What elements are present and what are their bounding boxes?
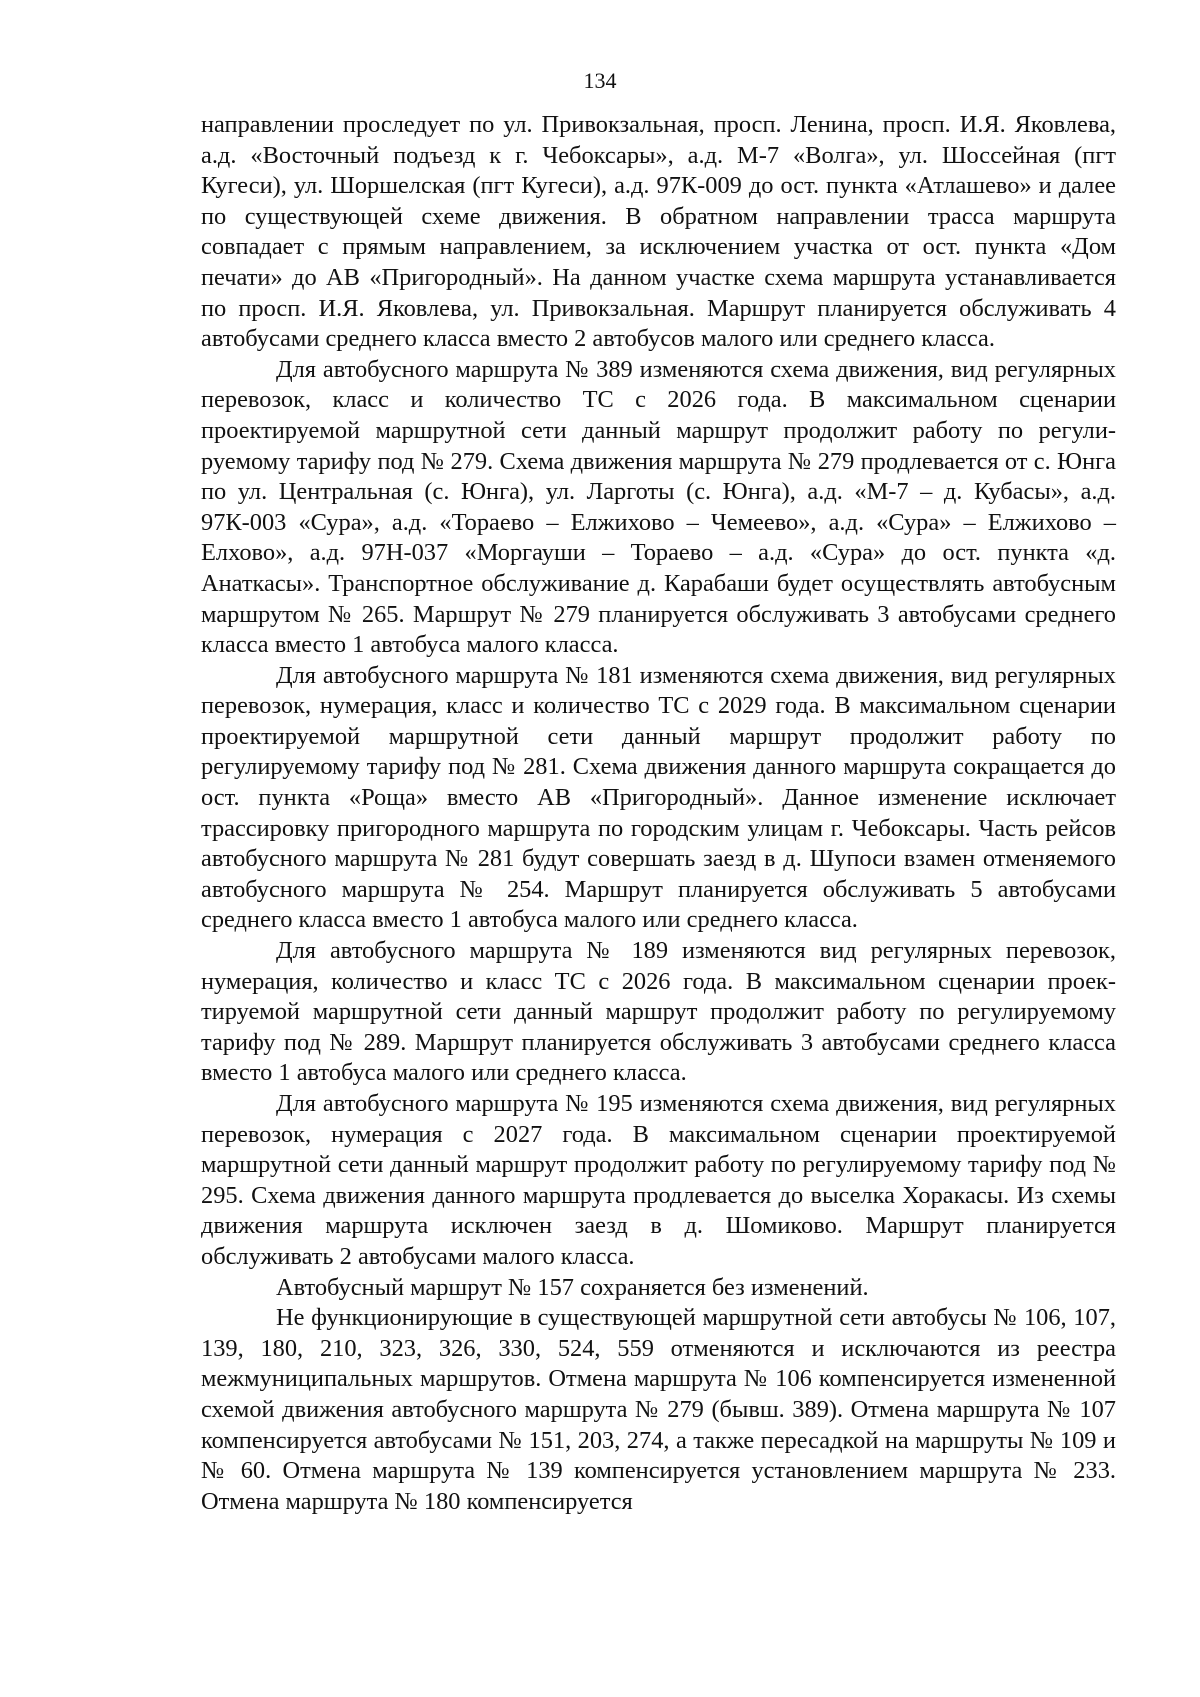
- body-text: [201, 110, 1116, 1517]
- paragraph-route-189: Для автобусного маршрута № 189 изменяются вид регулярных перевозок, нумерация, количество и класс ТС с 2026 года. В максимальном сценарии проектируемой маршрутной сети данный маршрут продолжит работу по регулируемому тарифу под № 289. Маршрут планируется обслуживать 3 автобусами среднего класса вместо 1 автобуса малого или среднего класса.: [201, 937, 1116, 1087]
- paragraph-route-389: Для автобусного маршрута № 389 изменяются схема движения, вид регулярных перевозок, класс и количество ТС с 2026 года. В максимальном сценарии проектируемой маршрутной сети данный маршрут продолжит работу по регулируемому тарифу под № 279. Схема движения маршрута № 279 продлевается от с. Юнга по ул. Центральная (с. Юнга), ул. Ларготы (с. Юнга), а.д. «М-7 – д. Кубасы», а.д. 97К-003 «Сура», а.д. «Тораево – Елжихово – Чемеево», а.д. «Сура» – Елжихово – Елхово», а.д. 97Н-037 «Моргауши – Тораево – а.д. «Сура» до ост. пункта «д. Анаткасы». Транспортное обслуживание д. Карабаши будет осуществлять автобусным маршрутом № 265. Маршрут № 279 планируется обслуживать 3 автобусами среднего класса вместо 1 автобуса малого класса.: [201, 355, 1116, 659]
- paragraph-cancelled-routes: Не функционирующие в существующей маршрутной сети автобусы № 106, 107, 139, 180, 210, 323, 326, 330, 524, 559 отменяются и исключаются из реестра межмуниципальных маршрутов. Отмена маршрута № 106 компенсируется измененной схемой движения автобусного маршрута № 279 (бывш. 389). Отмена маршрута № 107 компенсируется автобусами № 151, 203, 274, а также пересадкой на маршруты № 109 и № 60. Отмена маршрута № 139 компенсируется установлением маршрута № 233. Отмена маршрута № 180 компенсируется: [201, 1304, 1116, 1515]
- paragraph-route-157: Автобусный маршрут № 157 сохраняется без изменений.: [276, 1273, 869, 1301]
- paragraph-continuation: направлении проследует по ул. Привокзальная, просп. Ленина, просп. И.Я. Яковлева, а.д. «Восточный подъезд к г. Чебоксары», а.д. М-7 «Волга», ул. Шоссейная (пгт Кугеси), ул. Шоршелская (пгт Кугеси), а.д. 97К-009 до ост. пункта «Атлашево» и далее по существующей схеме движения. В обратном направлении трасса маршрута совпадает с прямым направлением, за исключением участка от ост. пункта «Дом печати» до АВ «Пригородный». На данном участке схема маршрута устанавливается по просп. И.Я. Яковлева, ул. Привокзальная. Маршрут планируется обслуживать 4 автобусами среднего класса вместо 2 автобусов малого или среднего класса.: [201, 111, 1116, 353]
- paragraph-route-181: Для автобусного маршрута № 181 изменяются схема движения, вид регулярных перевозок, нумерация, класс и количество ТС с 2029 года. В максимальном сценарии проектируемой маршрутной сети данный маршрут продолжит работу по регулируемому тарифу под № 281. Схема движения данного маршрута сокращается до ост. пункта «Роща» вместо АВ «Пригородный». Данное изменение исключает трассировку пригородного маршрута по городским улицам г. Чебоксары. Часть рейсов автобусного маршрута № 281 будут совершать заезд в д. Шупоси взамен отменяемого автобусного маршрута № 254. Маршрут планируется обслуживать 5 автобусами среднего класса вместо 1 автобуса малого или среднего класса.: [201, 661, 1116, 934]
- paragraph-route-195: Для автобусного маршрута № 195 изменяются схема движения, вид регулярных перевозок, нумерация с 2027 года. В максимальном сценарии проектируемой маршрутной сети данный маршрут продолжит работу по регулируемому тарифу под № 295. Схема движения данного маршрута продлевается до выселка Хоракасы. Из схемы движения маршрута исключен заезд в д. Шомиково. Маршрут планируется обслуживать 2 автобусами малого класса.: [201, 1090, 1116, 1270]
- page-number: 134: [583, 68, 617, 93]
